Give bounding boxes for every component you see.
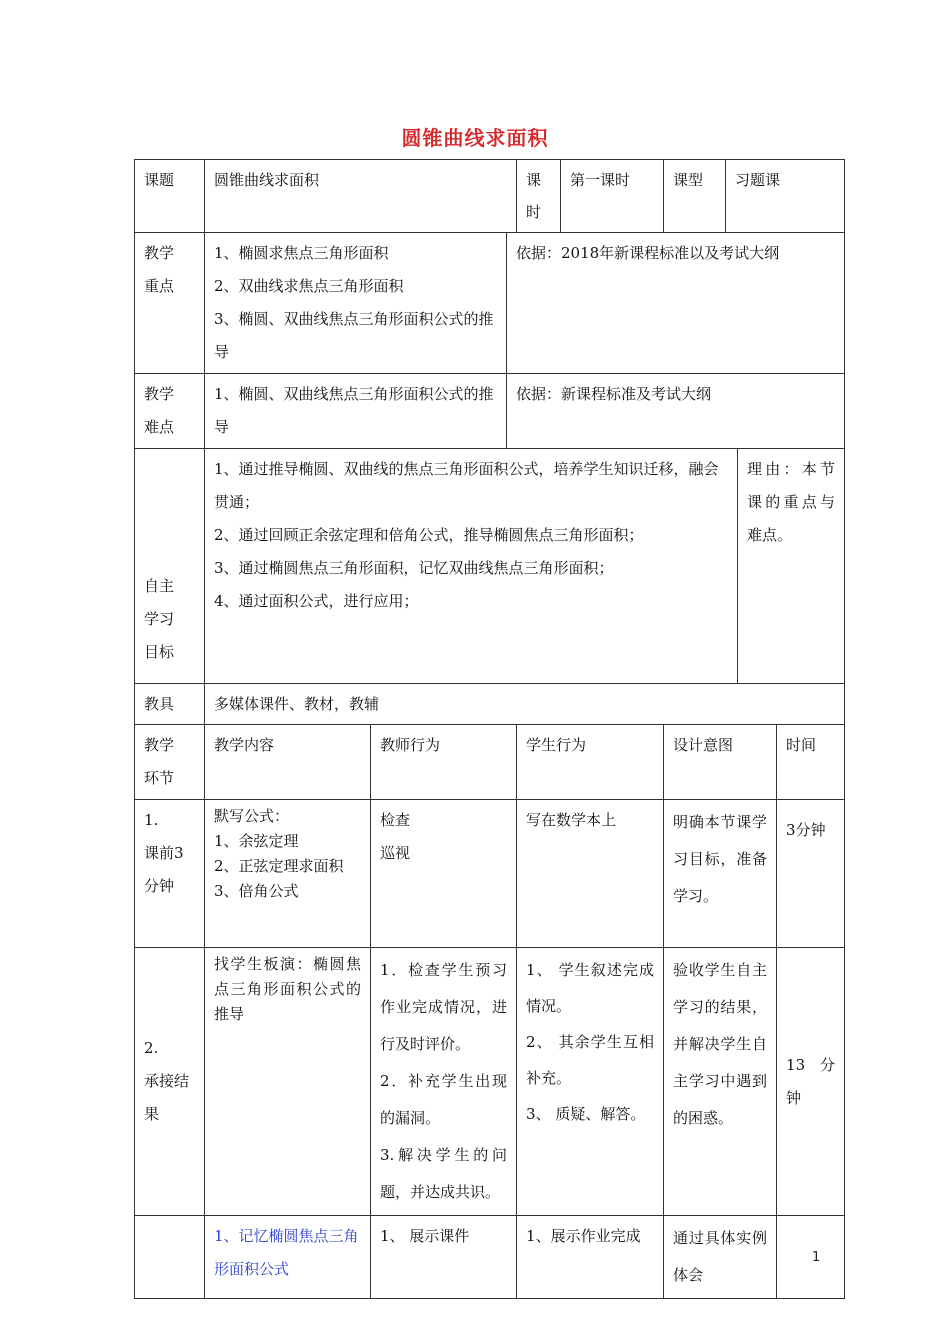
key-points-basis: 依据：2018年新课程标准以及考试大纲 [507, 233, 845, 374]
teacher-cell: 1、 展示课件 [371, 1216, 517, 1299]
topic-label: 课题 [135, 160, 205, 233]
page-title: 圆锥曲线求面积 [401, 126, 549, 150]
content-header: 教学内容 [205, 725, 371, 800]
difficulties-basis: 依据：新课程标准及考试大纲 [507, 374, 845, 449]
goals-reason: 理由：本节课的重点与难点。 [738, 449, 845, 684]
intent-cell: 通过具体实例体会 [664, 1216, 777, 1299]
key-points-list [205, 233, 507, 374]
stage-cell [135, 1216, 205, 1299]
teacher-cell: 检查 巡视 [371, 800, 517, 948]
tools-value: 多媒体课件、教材，教辅 [205, 684, 845, 725]
goal-item: 2、通过回顾正余弦定理和倍角公式，推导椭圆焦点三角形面积； [214, 526, 644, 544]
period-label: 课时 [517, 160, 561, 233]
period-value: 第一课时 [561, 160, 664, 233]
difficulties-label: 教学 难点 [135, 374, 205, 449]
student-header: 学生行为 [517, 725, 664, 800]
student-cell: 1、展示作业完成 [517, 1216, 664, 1299]
topic-value: 圆锥曲线求面积 [205, 160, 517, 233]
content-cell: 找学生板演：椭圆焦点三角形面积公式的推导 [205, 948, 371, 1216]
content-cell: 1、记忆椭圆焦点三角形面积公式 [205, 1216, 371, 1299]
intent-cell: 验收学生自主学习的结果，并解决学生自主学习中遇到的困惑。 [664, 948, 777, 1216]
goals-label: 自主 学习 目标 [135, 449, 205, 684]
time-cell: 13 分钟 [777, 948, 845, 1216]
intent-header: 设计意图 [664, 725, 777, 800]
key-point-item: 3、椭圆、双曲线焦点三角形面积公式的推导 [214, 310, 494, 361]
time-header: 时间 [777, 725, 845, 800]
time-cell [777, 1216, 845, 1299]
key-point-item: 1、椭圆求焦点三角形面积 [214, 244, 389, 262]
key-points-label: 教学 重点 [135, 233, 205, 374]
intent-cell: 明确本节课学习目标，准备学习。 [664, 800, 777, 948]
goal-item: 4、通过面积公式，进行应用； [214, 592, 419, 610]
goal-item: 3、通过椭圆焦点三角形面积，记忆双曲线焦点三角形面积； [214, 559, 614, 577]
goal-item: 1、通过推导椭圆、双曲线的焦点三角形面积公式，培养学生知识迁移，融会贯通； [214, 460, 719, 511]
time-cell: 3分钟 [777, 800, 845, 948]
page-number: 1 [812, 1250, 821, 1265]
teacher-cell: 1．检查学生预习作业完成情况，进行及时评价。 2．补充学生出现的漏洞。 3.解决学生的问题，并达成共识。 [371, 948, 517, 1216]
goals-list [205, 449, 738, 684]
tools-label: 教具 [135, 684, 205, 725]
lesson-plan-table [134, 159, 845, 1299]
stage-cell: 1. 课前3 分钟 [135, 800, 205, 948]
student-cell: 1、 学生叙述完成情况。 2、 其余学生互相补充。 3、 质疑、解答。 [517, 948, 664, 1216]
type-label: 课型 [664, 160, 726, 233]
difficulties-text: 1、椭圆、双曲线焦点三角形面积公式的推导 [205, 374, 507, 449]
teacher-header: 教师行为 [371, 725, 517, 800]
student-cell: 写在数学本上 [517, 800, 664, 948]
stage-header: 教学 环节 [135, 725, 205, 800]
type-value: 习题课 [726, 160, 845, 233]
stage-cell: 2. 承接结果 [135, 948, 205, 1216]
key-point-item: 2、双曲线求焦点三角形面积 [214, 277, 404, 295]
content-cell: 默写公式： 1、余弦定理 2、正弦定理求面积 3、倍角公式 [205, 800, 371, 948]
